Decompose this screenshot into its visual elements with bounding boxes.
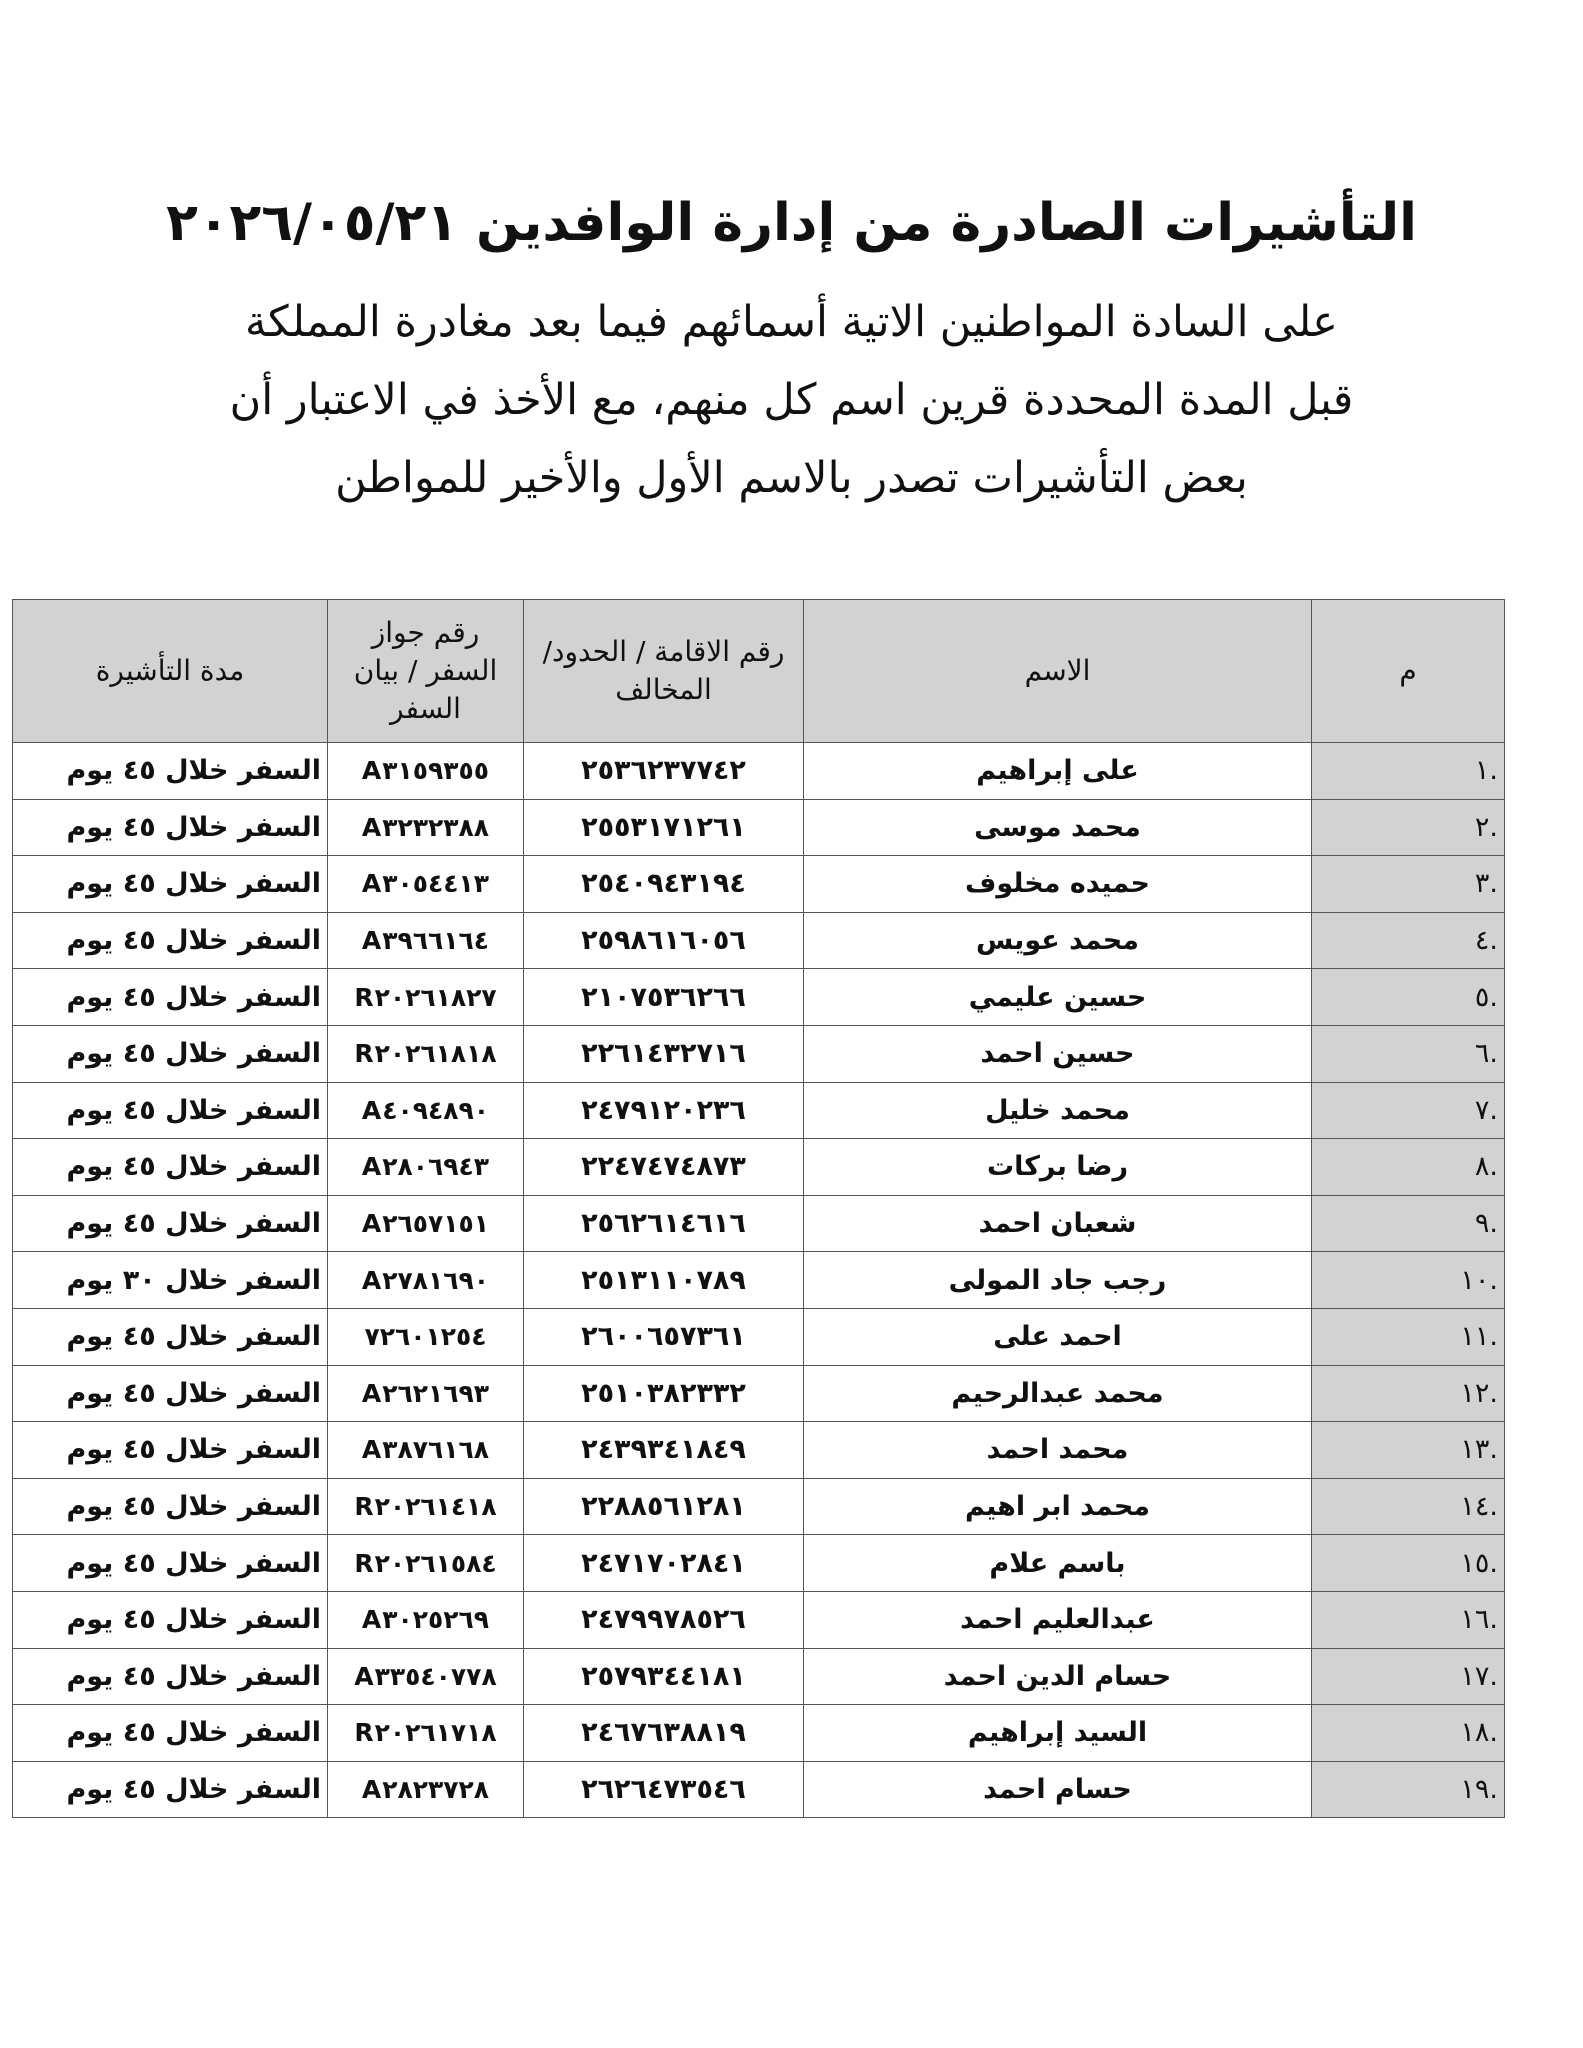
table-row [13,743,1505,800]
citizen-name: محمد عويس [804,912,1312,969]
residence-number: ٢٥٣٦٢٣٧٧٤٢ [524,743,804,800]
passport-number: R٢٠٢٦١٨٢٧ [328,969,524,1026]
residence-number: ٢٢٨٨٥٦١٢٨١ [524,1478,804,1535]
row-index: .٥ [1312,969,1505,1026]
table-row [13,969,1505,1026]
intro-line: على السادة المواطنين الاتية أسمائهم فيما بعد مغادرة المملكة [245,297,1338,347]
intro-paragraph [150,283,1433,517]
residence-number: ٢٤٧١٧٠٢٨٤١ [524,1535,804,1592]
residence-number: ٢٤٣٩٣٤١٨٤٩ [524,1422,804,1479]
citizen-name: شعبان احمد [804,1195,1312,1252]
visa-duration: السفر خلال ٤٥ يوم [13,1139,328,1196]
header-name: الاسم [804,600,1312,743]
visa-duration: السفر خلال ٤٥ يوم [13,1761,328,1818]
page-title: التأشيرات الصادرة من إدارة الوافدين ٢٠٢٦/٠٥/٢١ [166,193,1417,253]
visa-duration: السفر خلال ٤٥ يوم [13,1422,328,1479]
table-row [13,1535,1505,1592]
residence-number: ٢٥٦٢٦١٤٦١٦ [524,1195,804,1252]
visa-duration: السفر خلال ٤٥ يوم [13,1365,328,1422]
passport-number: A٣٢٣٢٣٨٨ [328,799,524,856]
passport-number: R٢٠٢٦١٥٨٤ [328,1535,524,1592]
intro-line: قبل المدة المحددة قرين اسم كل منهم، مع الأخذ في الاعتبار أن [229,375,1354,425]
citizen-name: باسم علام [804,1535,1312,1592]
row-index: .١٤ [1312,1478,1505,1535]
row-index: .١٨ [1312,1705,1505,1762]
visa-duration: السفر خلال ٤٥ يوم [13,912,328,969]
residence-number: ٢٥٥٣١٧١٢٦١ [524,799,804,856]
residence-number: ٢٥٩٨٦١٦٠٥٦ [524,912,804,969]
residence-number: ٢٦٢٦٤٧٣٥٤٦ [524,1761,804,1818]
passport-number: R٢٠٢٦١٧١٨ [328,1705,524,1762]
residence-number: ٢٥١٣١١٠٧٨٩ [524,1252,804,1309]
table-row [13,799,1505,856]
table-row [13,1478,1505,1535]
visa-duration: السفر خلال ٤٥ يوم [13,1535,328,1592]
citizen-name: محمد عبدالرحيم [804,1365,1312,1422]
visa-duration: السفر خلال ٤٥ يوم [13,743,328,800]
row-index: .٢ [1312,799,1505,856]
row-index: .١٩ [1312,1761,1505,1818]
row-index: .٦ [1312,1025,1505,1082]
visa-duration: السفر خلال ٤٥ يوم [13,1478,328,1535]
passport-number: A٣٠٢٥٢٦٩ [328,1591,524,1648]
visa-table [12,599,1505,1818]
row-index: .١٣ [1312,1422,1505,1479]
row-index: .٣ [1312,856,1505,913]
table-header-row [13,600,1505,743]
table-row [13,912,1505,969]
passport-number: ٧٢٦٠١٢٥٤ [328,1308,524,1365]
row-index: .١٧ [1312,1648,1505,1705]
visa-duration: السفر خلال ٤٥ يوم [13,1308,328,1365]
table-row [13,1025,1505,1082]
row-index: .١٥ [1312,1535,1505,1592]
row-index: .٧ [1312,1082,1505,1139]
visa-duration: السفر خلال ٣٠ يوم [13,1252,328,1309]
table-row [13,1308,1505,1365]
residence-number: ٢٢٦١٤٣٢٧١٦ [524,1025,804,1082]
table-row [13,1705,1505,1762]
table-body [13,743,1505,1818]
citizen-name: محمد موسى [804,799,1312,856]
residence-number: ٢٤٧٩٩٧٨٥٢٦ [524,1591,804,1648]
citizen-name: محمد ابر اهيم [804,1478,1312,1535]
citizen-name: عبدالعليم احمد [804,1591,1312,1648]
table-row [13,1252,1505,1309]
residence-number: ٢١٠٧٥٣٦٢٦٦ [524,969,804,1026]
header-duration: مدة التأشيرة [13,600,328,743]
citizen-name: احمد على [804,1308,1312,1365]
row-index: .١٠ [1312,1252,1505,1309]
citizen-name: حسام الدين احمد [804,1648,1312,1705]
visa-duration: السفر خلال ٤٥ يوم [13,1082,328,1139]
row-index: .١١ [1312,1308,1505,1365]
citizen-name: رجب جاد المولى [804,1252,1312,1309]
row-index: .١٢ [1312,1365,1505,1422]
row-index: .١ [1312,743,1505,800]
passport-number: A٣٣٥٤٠٧٧٨ [328,1648,524,1705]
header-index: م [1312,600,1505,743]
row-index: .٩ [1312,1195,1505,1252]
residence-number: ٢٤٦٧٦٣٨٨١٩ [524,1705,804,1762]
row-index: .٤ [1312,912,1505,969]
table-row [13,1761,1505,1818]
passport-number: A٣٩٦٦١٦٤ [328,912,524,969]
intro-line: بعض التأشيرات تصدر بالاسم الأول والأخير للمواطن [335,453,1248,503]
visa-duration: السفر خلال ٤٥ يوم [13,1705,328,1762]
table-row [13,1591,1505,1648]
visa-duration: السفر خلال ٤٥ يوم [13,1648,328,1705]
table-row [13,1139,1505,1196]
header-residence: رقم الاقامة / الحدود/ المخالف [524,600,804,743]
passport-number: A٤٠٩٤٨٩٠ [328,1082,524,1139]
citizen-name: السيد إبراهيم [804,1705,1312,1762]
citizen-name: رضا بركات [804,1139,1312,1196]
visa-duration: السفر خلال ٤٥ يوم [13,856,328,913]
residence-number: ٢٥١٠٣٨٢٣٣٢ [524,1365,804,1422]
residence-number: ٢٤٧٩١٢٠٢٣٦ [524,1082,804,1139]
residence-number: ٢٦٠٠٦٥٧٣٦١ [524,1308,804,1365]
citizen-name: حسين عليمي [804,969,1312,1026]
passport-number: A٣٠٥٤٤١٣ [328,856,524,913]
table-row [13,1082,1505,1139]
visa-duration: السفر خلال ٤٥ يوم [13,1591,328,1648]
passport-number: R٢٠٢٦١٨١٨ [328,1025,524,1082]
passport-number: A٢٨٠٦٩٤٣ [328,1139,524,1196]
table-row [13,1648,1505,1705]
row-index: .١٦ [1312,1591,1505,1648]
residence-number: ٢٥٤٠٩٤٣١٩٤ [524,856,804,913]
passport-number: A٣١٥٩٣٥٥ [328,743,524,800]
row-index: .٨ [1312,1139,1505,1196]
residence-number: ٢٢٤٧٤٧٤٨٧٣ [524,1139,804,1196]
citizen-name: حسين احمد [804,1025,1312,1082]
passport-number: A٢٨٢٣٧٢٨ [328,1761,524,1818]
passport-number: A٢٧٨١٦٩٠ [328,1252,524,1309]
citizen-name: حميده مخلوف [804,856,1312,913]
table-row [13,1422,1505,1479]
passport-number: A٣٨٧٦١٦٨ [328,1422,524,1479]
citizen-name: محمد احمد [804,1422,1312,1479]
visa-duration: السفر خلال ٤٥ يوم [13,1025,328,1082]
header-passport: رقم جواز السفر / بيان السفر [328,600,524,743]
citizen-name: حسام احمد [804,1761,1312,1818]
table-row [13,1195,1505,1252]
table-row [13,1365,1505,1422]
passport-number: A٢٦٥٧١٥١ [328,1195,524,1252]
residence-number: ٢٥٧٩٣٤٤١٨١ [524,1648,804,1705]
passport-number: R٢٠٢٦١٤١٨ [328,1478,524,1535]
citizen-name: محمد خليل [804,1082,1312,1139]
visa-duration: السفر خلال ٤٥ يوم [13,799,328,856]
passport-number: A٢٦٢١٦٩٣ [328,1365,524,1422]
table-row [13,856,1505,913]
visa-duration: السفر خلال ٤٥ يوم [13,969,328,1026]
visa-duration: السفر خلال ٤٥ يوم [13,1195,328,1252]
citizen-name: على إبراهيم [804,743,1312,800]
